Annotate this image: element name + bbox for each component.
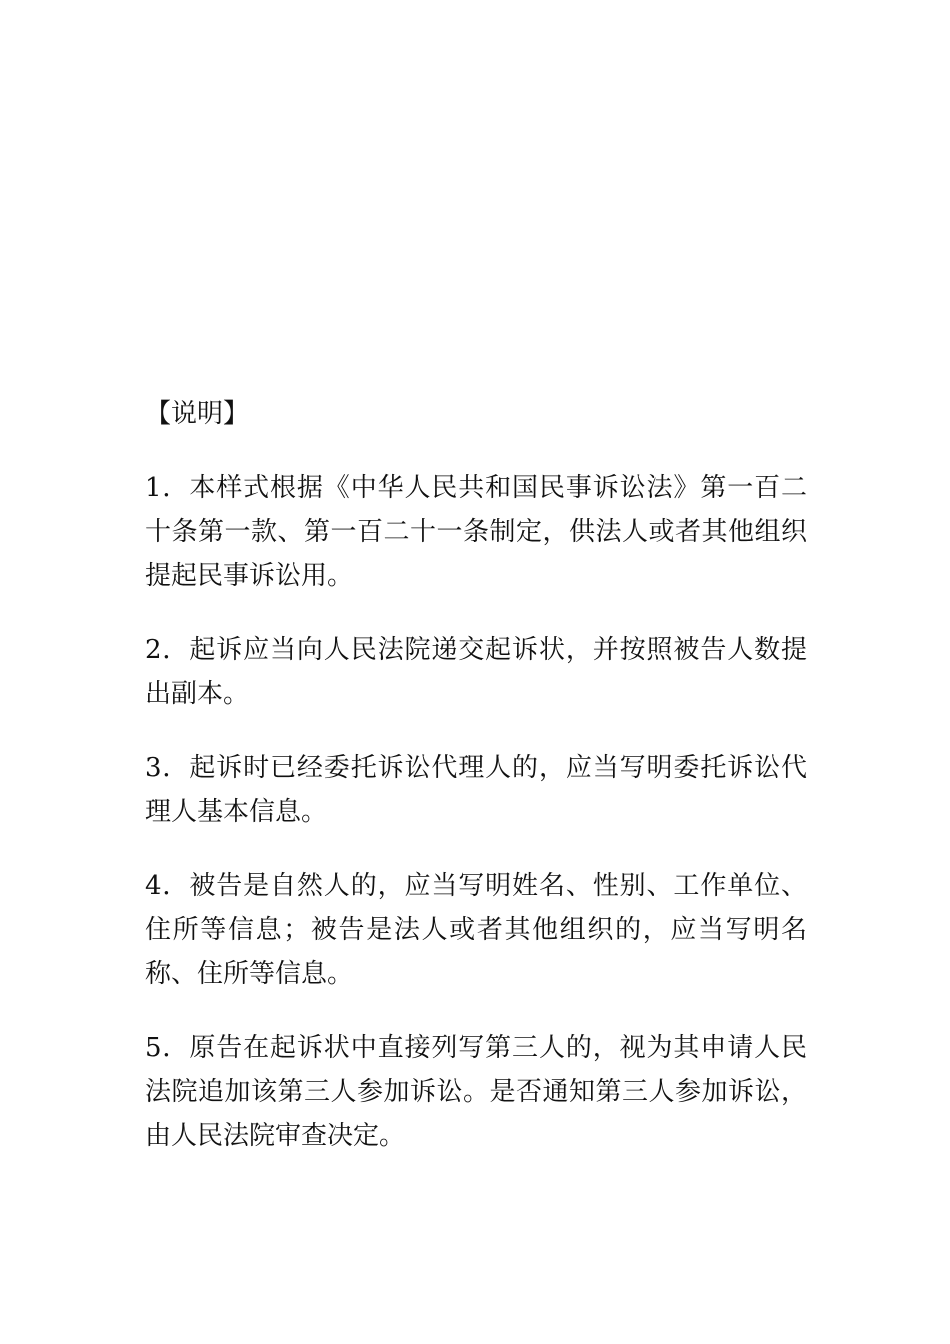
instruction-item-2: 2．起诉应当向人民法院递交起诉状，并按照被告人数提出副本。 (145, 635, 807, 709)
instruction-item-3: 3．起诉时已经委托诉讼代理人的，应当写明委托诉讼代理人基本信息。 (145, 753, 807, 827)
instruction-item-5: 5．原告在起诉状中直接列写第三人的，视为其申请人民法院追加该第三人参加诉讼。是否通知第三人参加诉讼，由人民法院审查决定。 (145, 1033, 807, 1151)
instruction-item-1: 1．本样式根据《中华人民共和国民事诉讼法》第一百二十条第一款、第一百二十一条制定，供法人或者其他组织提起民事诉讼用。 (145, 473, 807, 591)
section-heading: 【说明】 (145, 399, 250, 429)
instruction-item-4: 4．被告是自然人的，应当写明姓名、性别、工作单位、住所等信息；被告是法人或者其他组织的，应当写明名称、住所等信息。 (145, 871, 807, 989)
instructions-section (145, 392, 807, 1188)
